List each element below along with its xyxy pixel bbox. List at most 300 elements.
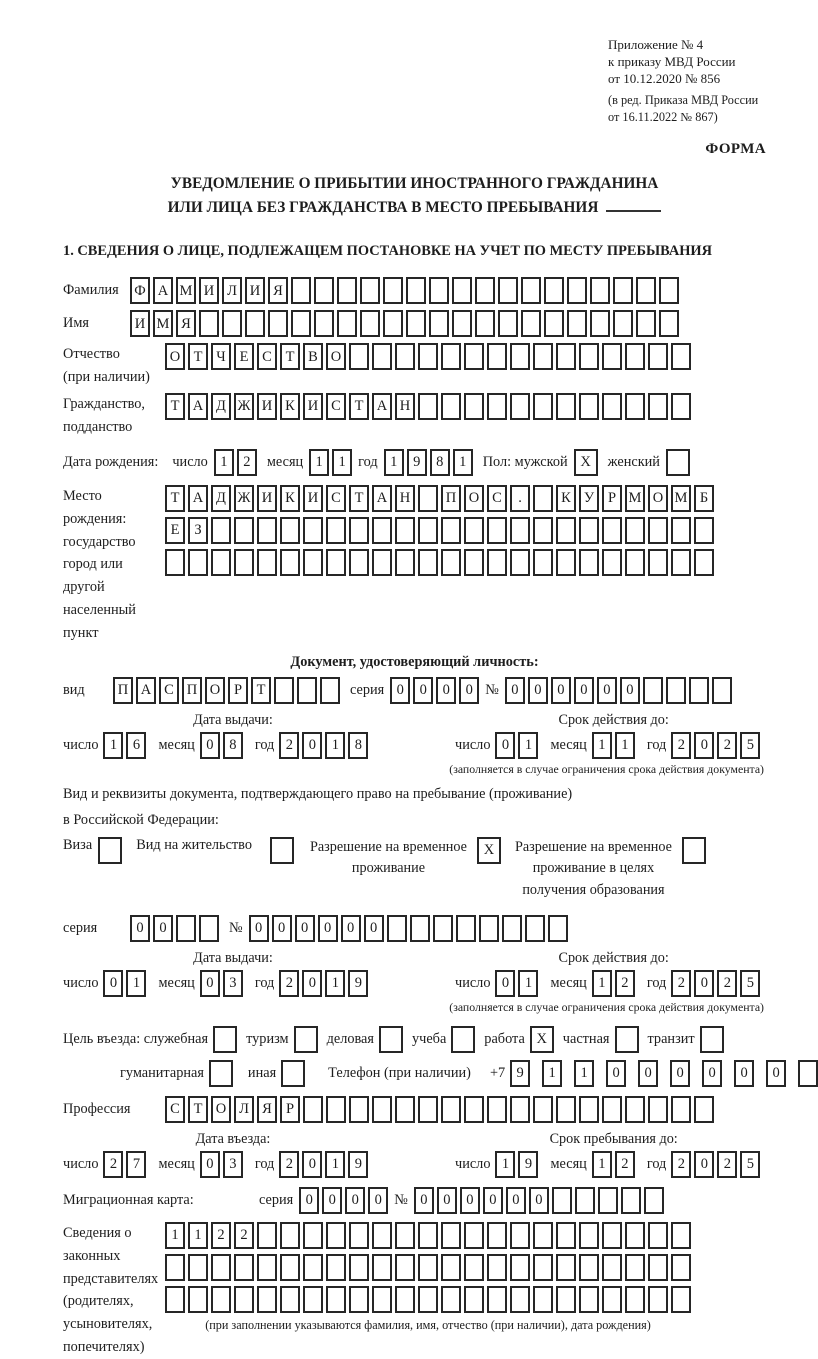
form-cell[interactable]: 0 [551,677,571,704]
form-cell[interactable]: 0 [459,677,479,704]
form-cell[interactable] [452,310,472,337]
form-cell[interactable] [533,1222,553,1249]
form-cell[interactable] [510,1286,530,1313]
form-cell[interactable] [441,549,461,576]
form-cell[interactable]: 1 [165,1222,185,1249]
form-cell[interactable]: 2 [211,1222,231,1249]
form-cell[interactable] [418,1096,438,1123]
form-cell[interactable]: 1 [325,970,345,997]
form-cell[interactable] [188,1286,208,1313]
form-cell[interactable]: А [153,277,173,304]
form-cell[interactable]: В [303,343,323,370]
form-cell[interactable]: 0 [299,1187,319,1214]
form-cell[interactable]: 0 [620,677,640,704]
form-cell[interactable]: 0 [460,1187,480,1214]
form-cell[interactable] [188,549,208,576]
form-cell[interactable] [383,310,403,337]
form-cell[interactable] [211,549,231,576]
form-cell[interactable]: 8 [348,732,368,759]
form-cell[interactable] [372,549,392,576]
form-cell[interactable] [510,393,530,420]
form-cell[interactable] [579,1254,599,1281]
form-cell[interactable] [360,277,380,304]
form-cell[interactable] [556,1222,576,1249]
form-cell[interactable]: Ж [234,485,254,512]
form-cell[interactable] [337,277,357,304]
form-cell[interactable] [349,343,369,370]
form-cell[interactable] [418,485,438,512]
form-cell[interactable]: М [625,485,645,512]
form-cell[interactable] [556,549,576,576]
visa-checkbox[interactable] [98,837,122,864]
form-cell[interactable] [602,517,622,544]
form-cell[interactable] [372,1254,392,1281]
form-cell[interactable] [625,1222,645,1249]
form-cell[interactable]: С [257,343,277,370]
form-cell[interactable] [590,277,610,304]
form-cell[interactable] [280,1254,300,1281]
form-cell[interactable] [575,1187,595,1214]
form-cell[interactable] [464,1096,484,1123]
form-cell[interactable]: 1 [518,732,538,759]
form-cell[interactable] [648,393,668,420]
form-cell[interactable] [643,677,663,704]
form-cell[interactable] [429,277,449,304]
form-cell[interactable] [441,1286,461,1313]
form-cell[interactable] [257,1222,277,1249]
form-cell[interactable] [291,310,311,337]
form-cell[interactable]: 2 [103,1151,123,1178]
form-cell[interactable]: 8 [430,449,450,476]
form-cell[interactable]: И [257,393,277,420]
form-cell[interactable]: О [165,343,185,370]
form-cell[interactable] [211,1286,231,1313]
form-cell[interactable] [211,517,231,544]
form-cell[interactable] [349,1254,369,1281]
form-cell[interactable]: З [188,517,208,544]
form-cell[interactable] [441,1096,461,1123]
purpose-other-checkbox[interactable] [281,1060,305,1087]
form-cell[interactable] [464,1286,484,1313]
form-cell[interactable]: Ж [234,393,254,420]
form-cell[interactable] [395,549,415,576]
form-cell[interactable] [349,1286,369,1313]
form-cell[interactable]: 0 [413,677,433,704]
form-cell[interactable] [280,1286,300,1313]
form-cell[interactable] [556,1096,576,1123]
form-cell[interactable] [625,517,645,544]
form-cell[interactable] [712,677,732,704]
form-cell[interactable] [257,549,277,576]
form-cell[interactable] [372,517,392,544]
form-cell[interactable]: И [130,310,150,337]
form-cell[interactable] [498,310,518,337]
form-cell[interactable]: . [510,485,530,512]
purpose-official-checkbox[interactable] [213,1026,237,1053]
form-cell[interactable] [165,549,185,576]
form-cell[interactable]: 0 [702,1060,722,1087]
form-cell[interactable]: 0 [345,1187,365,1214]
form-cell[interactable] [579,1096,599,1123]
form-cell[interactable]: 0 [766,1060,786,1087]
form-cell[interactable] [579,393,599,420]
form-cell[interactable]: 2 [615,970,635,997]
purpose-work-checkbox[interactable]: X [530,1026,554,1053]
form-cell[interactable]: 2 [279,970,299,997]
form-cell[interactable] [510,1254,530,1281]
form-cell[interactable] [245,310,265,337]
form-cell[interactable] [648,1286,668,1313]
form-cell[interactable]: А [136,677,156,704]
form-cell[interactable] [533,549,553,576]
form-cell[interactable] [464,1222,484,1249]
form-cell[interactable] [176,915,196,942]
form-cell[interactable] [257,517,277,544]
form-cell[interactable]: 0 [670,1060,690,1087]
form-cell[interactable] [326,1286,346,1313]
form-cell[interactable]: 0 [505,677,525,704]
form-cell[interactable]: 1 [592,1151,612,1178]
form-cell[interactable]: Т [188,1096,208,1123]
form-cell[interactable]: К [556,485,576,512]
form-cell[interactable]: 1 [309,449,329,476]
form-cell[interactable] [636,277,656,304]
form-cell[interactable] [694,1096,714,1123]
form-cell[interactable] [383,277,403,304]
form-cell[interactable]: 0 [390,677,410,704]
form-cell[interactable] [280,1222,300,1249]
form-cell[interactable] [475,310,495,337]
form-cell[interactable]: 0 [200,970,220,997]
form-cell[interactable] [303,1286,323,1313]
form-cell[interactable] [510,1096,530,1123]
form-cell[interactable] [199,310,219,337]
form-cell[interactable] [544,310,564,337]
form-cell[interactable]: И [257,485,277,512]
form-cell[interactable]: 0 [694,1151,714,1178]
form-cell[interactable] [510,549,530,576]
form-cell[interactable] [636,310,656,337]
form-cell[interactable]: 0 [249,915,269,942]
form-cell[interactable] [602,1254,622,1281]
form-cell[interactable]: П [182,677,202,704]
form-cell[interactable]: Ч [211,343,231,370]
form-cell[interactable]: 0 [368,1187,388,1214]
form-cell[interactable]: Д [211,393,231,420]
form-cell[interactable] [544,277,564,304]
form-cell[interactable] [234,517,254,544]
form-cell[interactable] [234,549,254,576]
form-cell[interactable]: 0 [200,1151,220,1178]
form-cell[interactable]: 0 [322,1187,342,1214]
form-cell[interactable] [521,310,541,337]
form-cell[interactable] [303,1254,323,1281]
form-cell[interactable]: С [159,677,179,704]
form-cell[interactable] [280,549,300,576]
form-cell[interactable]: Д [211,485,231,512]
form-cell[interactable] [648,1254,668,1281]
form-cell[interactable] [441,1222,461,1249]
form-cell[interactable] [525,915,545,942]
form-cell[interactable]: 3 [223,1151,243,1178]
edu-residence-permit-checkbox[interactable] [682,837,706,864]
form-cell[interactable] [510,1222,530,1249]
form-cell[interactable] [418,549,438,576]
form-cell[interactable]: 1 [518,970,538,997]
form-cell[interactable]: 0 [495,732,515,759]
form-cell[interactable]: Л [222,277,242,304]
form-cell[interactable] [602,343,622,370]
form-cell[interactable] [648,1096,668,1123]
form-cell[interactable] [644,1187,664,1214]
form-cell[interactable]: 0 [302,732,322,759]
form-cell[interactable]: 1 [332,449,352,476]
form-cell[interactable]: О [211,1096,231,1123]
form-cell[interactable]: 1 [592,970,612,997]
form-cell[interactable]: 8 [223,732,243,759]
form-cell[interactable]: 9 [518,1151,538,1178]
temp-residence-permit-checkbox[interactable]: X [477,837,501,864]
form-cell[interactable] [303,517,323,544]
form-cell[interactable] [464,1254,484,1281]
form-cell[interactable] [349,549,369,576]
form-cell[interactable] [280,517,300,544]
form-cell[interactable] [648,549,668,576]
form-cell[interactable]: Р [602,485,622,512]
form-cell[interactable] [303,1222,323,1249]
form-cell[interactable]: А [188,393,208,420]
form-cell[interactable] [326,549,346,576]
form-cell[interactable]: Т [165,393,185,420]
form-cell[interactable] [487,343,507,370]
form-cell[interactable] [349,517,369,544]
form-cell[interactable] [556,1254,576,1281]
form-cell[interactable]: Ф [130,277,150,304]
form-cell[interactable]: 1 [574,1060,594,1087]
form-cell[interactable]: 1 [453,449,473,476]
form-cell[interactable] [671,549,691,576]
form-cell[interactable] [464,343,484,370]
form-cell[interactable] [433,915,453,942]
form-cell[interactable]: Т [280,343,300,370]
form-cell[interactable] [395,517,415,544]
form-cell[interactable] [441,393,461,420]
form-cell[interactable] [625,549,645,576]
form-cell[interactable] [349,1096,369,1123]
form-cell[interactable] [671,1254,691,1281]
purpose-private-checkbox[interactable] [615,1026,639,1053]
form-cell[interactable] [372,1222,392,1249]
form-cell[interactable]: 0 [272,915,292,942]
form-cell[interactable] [533,343,553,370]
form-cell[interactable] [395,1096,415,1123]
form-cell[interactable]: 0 [638,1060,658,1087]
form-cell[interactable] [418,1286,438,1313]
form-cell[interactable]: 7 [126,1151,146,1178]
form-cell[interactable]: С [326,393,346,420]
form-cell[interactable]: 5 [740,970,760,997]
form-cell[interactable] [602,1096,622,1123]
form-cell[interactable] [602,1222,622,1249]
form-cell[interactable]: Т [349,485,369,512]
form-cell[interactable]: 1 [325,1151,345,1178]
form-cell[interactable]: О [464,485,484,512]
form-cell[interactable]: 0 [483,1187,503,1214]
form-cell[interactable]: 0 [436,677,456,704]
form-cell[interactable] [234,1254,254,1281]
form-cell[interactable] [326,1096,346,1123]
form-cell[interactable]: 0 [529,1187,549,1214]
form-cell[interactable] [579,343,599,370]
form-cell[interactable] [456,915,476,942]
form-cell[interactable] [441,343,461,370]
form-cell[interactable] [418,1222,438,1249]
form-cell[interactable]: 0 [302,970,322,997]
form-cell[interactable]: А [188,485,208,512]
form-cell[interactable] [314,277,334,304]
form-cell[interactable] [579,549,599,576]
form-cell[interactable]: Е [234,343,254,370]
residence-permit-checkbox[interactable] [270,837,294,864]
form-cell[interactable]: П [441,485,461,512]
form-cell[interactable] [268,310,288,337]
form-cell[interactable] [533,517,553,544]
form-cell[interactable]: 2 [279,732,299,759]
form-cell[interactable] [387,915,407,942]
form-cell[interactable] [671,1286,691,1313]
form-cell[interactable] [533,1096,553,1123]
form-cell[interactable] [314,310,334,337]
form-cell[interactable]: Т [188,343,208,370]
form-cell[interactable] [326,517,346,544]
form-cell[interactable]: Т [251,677,271,704]
form-cell[interactable]: 1 [542,1060,562,1087]
form-cell[interactable] [418,517,438,544]
form-cell[interactable] [479,915,499,942]
purpose-study-checkbox[interactable] [451,1026,475,1053]
form-cell[interactable] [303,1096,323,1123]
form-cell[interactable] [648,343,668,370]
form-cell[interactable] [671,1222,691,1249]
form-cell[interactable]: Я [257,1096,277,1123]
form-cell[interactable] [498,277,518,304]
form-cell[interactable] [602,549,622,576]
form-cell[interactable] [165,1286,185,1313]
form-cell[interactable] [464,393,484,420]
form-cell[interactable] [487,1254,507,1281]
form-cell[interactable] [188,1254,208,1281]
form-cell[interactable] [326,1254,346,1281]
form-cell[interactable]: Т [165,485,185,512]
form-cell[interactable] [590,310,610,337]
form-cell[interactable] [406,310,426,337]
form-cell[interactable] [395,1222,415,1249]
form-cell[interactable] [487,1286,507,1313]
form-cell[interactable] [659,310,679,337]
form-cell[interactable] [487,549,507,576]
form-cell[interactable] [222,310,242,337]
form-cell[interactable] [441,1254,461,1281]
form-cell[interactable] [395,1286,415,1313]
form-cell[interactable] [418,393,438,420]
form-cell[interactable]: 2 [237,449,257,476]
form-cell[interactable] [552,1187,572,1214]
form-cell[interactable] [257,1254,277,1281]
form-cell[interactable] [648,1222,668,1249]
form-cell[interactable]: К [280,393,300,420]
form-cell[interactable]: 0 [437,1187,457,1214]
form-cell[interactable]: У [579,485,599,512]
form-cell[interactable] [487,1096,507,1123]
form-cell[interactable] [418,343,438,370]
form-cell[interactable] [349,1222,369,1249]
purpose-tourism-checkbox[interactable] [294,1026,318,1053]
form-cell[interactable] [556,1286,576,1313]
form-cell[interactable]: 2 [717,732,737,759]
form-cell[interactable]: 1 [214,449,234,476]
form-cell[interactable]: 0 [295,915,315,942]
form-cell[interactable] [533,485,553,512]
form-cell[interactable] [533,393,553,420]
form-cell[interactable] [556,343,576,370]
form-cell[interactable] [429,310,449,337]
form-cell[interactable]: 0 [318,915,338,942]
form-cell[interactable] [694,517,714,544]
form-cell[interactable] [257,1286,277,1313]
form-cell[interactable]: 9 [510,1060,530,1087]
form-cell[interactable]: 0 [574,677,594,704]
form-cell[interactable] [297,677,317,704]
form-cell[interactable]: Р [228,677,248,704]
form-cell[interactable] [510,343,530,370]
form-cell[interactable] [579,517,599,544]
form-cell[interactable] [533,1286,553,1313]
form-cell[interactable] [694,549,714,576]
form-cell[interactable] [410,915,430,942]
form-cell[interactable] [199,915,219,942]
form-cell[interactable]: О [648,485,668,512]
form-cell[interactable]: 0 [734,1060,754,1087]
form-cell[interactable] [441,517,461,544]
form-cell[interactable]: 2 [279,1151,299,1178]
form-cell[interactable]: 2 [671,970,691,997]
form-cell[interactable] [671,1096,691,1123]
form-cell[interactable]: 2 [615,1151,635,1178]
form-cell[interactable]: 0 [364,915,384,942]
form-cell[interactable]: 1 [103,732,123,759]
form-cell[interactable] [326,1222,346,1249]
form-cell[interactable]: Т [349,393,369,420]
form-cell[interactable]: 0 [528,677,548,704]
purpose-transit-checkbox[interactable] [700,1026,724,1053]
form-cell[interactable]: Р [280,1096,300,1123]
form-cell[interactable] [464,549,484,576]
form-cell[interactable]: 0 [506,1187,526,1214]
form-cell[interactable] [659,277,679,304]
form-cell[interactable] [625,1096,645,1123]
form-cell[interactable]: 9 [348,1151,368,1178]
form-cell[interactable] [487,517,507,544]
form-cell[interactable] [671,517,691,544]
form-cell[interactable]: С [326,485,346,512]
form-cell[interactable]: Я [176,310,196,337]
form-cell[interactable]: 1 [495,1151,515,1178]
form-cell[interactable]: П [113,677,133,704]
form-cell[interactable]: 2 [717,970,737,997]
form-cell[interactable]: 3 [223,970,243,997]
form-cell[interactable]: 6 [126,732,146,759]
form-cell[interactable]: 2 [671,732,691,759]
